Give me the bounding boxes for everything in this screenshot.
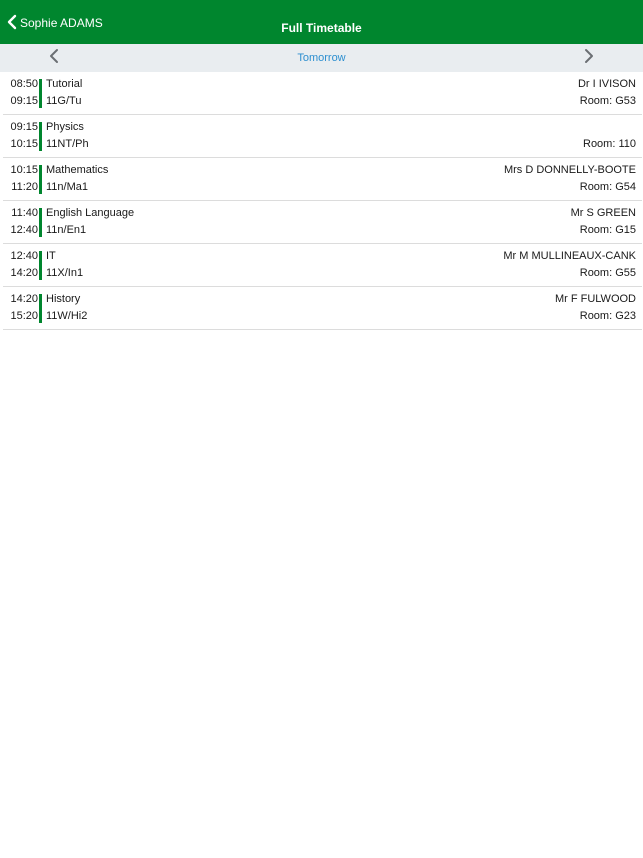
navigation-bar <box>0 0 643 44</box>
lesson-group: 11W/Hi2 <box>46 310 88 322</box>
lesson-start-time: 14:20 <box>10 293 38 305</box>
timetable-list <box>0 72 643 330</box>
lesson-subject: Physics <box>46 121 84 133</box>
lesson-row[interactable] <box>3 244 642 287</box>
lesson-group: 11NT/Ph <box>46 138 89 150</box>
lesson-teacher: Mr M MULLINEAUX-CANK <box>503 250 636 262</box>
lesson-end-time: 10:15 <box>10 138 38 150</box>
lesson-teacher: Mr F FULWOOD <box>554 293 636 305</box>
lesson-color-bar <box>39 122 42 151</box>
lesson-room: Room: G23 <box>579 310 636 322</box>
back-button[interactable] <box>6 0 103 44</box>
lesson-end-time: 09:15 <box>10 95 38 107</box>
date-navigation-bar <box>0 44 643 72</box>
lesson-end-time: 12:40 <box>10 224 38 236</box>
lesson-row[interactable] <box>3 287 642 330</box>
lesson-group: 11n/En1 <box>46 224 87 236</box>
lesson-start-time: 12:40 <box>10 250 38 262</box>
lesson-subject: English Language <box>46 207 135 219</box>
lesson-end-time: 15:20 <box>10 310 38 322</box>
lesson-end-time: 14:20 <box>10 267 38 279</box>
lesson-group: 11G/Tu <box>46 95 82 107</box>
lesson-start-time: 11:40 <box>11 207 38 219</box>
lesson-teacher: Mr S GREEN <box>570 207 636 219</box>
lesson-room: Room: G54 <box>579 181 636 193</box>
chevron-left-icon <box>48 48 60 69</box>
lesson-subject: IT <box>46 250 56 262</box>
lesson-room: Room: G55 <box>579 267 636 279</box>
lesson-teacher: Dr I IVISON <box>577 78 636 90</box>
lesson-color-bar <box>39 294 42 323</box>
lesson-group: 11X/In1 <box>46 267 84 279</box>
lesson-color-bar <box>39 165 42 194</box>
lesson-start-time: 10:15 <box>10 164 38 176</box>
lesson-group: 11n/Ma1 <box>46 181 88 193</box>
previous-day-button[interactable] <box>40 44 68 72</box>
lesson-row[interactable] <box>3 72 642 115</box>
back-button-label: Sophie ADAMS <box>20 15 103 30</box>
chevron-left-icon <box>6 14 18 30</box>
lesson-teacher: Mrs D DONNELLY-BOOTE <box>503 164 636 176</box>
lesson-start-time: 08:50 <box>10 78 38 90</box>
lesson-room: Room: G53 <box>579 95 636 107</box>
lesson-start-time: 09:15 <box>10 121 38 133</box>
lesson-end-time: 11:20 <box>11 181 38 193</box>
lesson-color-bar <box>39 79 42 108</box>
lesson-subject: Tutorial <box>46 78 83 90</box>
lesson-row[interactable] <box>3 158 642 201</box>
lesson-room: Room: G15 <box>579 224 636 236</box>
lesson-room: Room: 110 <box>583 138 636 150</box>
lesson-color-bar <box>39 251 42 280</box>
lesson-row[interactable] <box>3 201 642 244</box>
lesson-row[interactable] <box>3 115 642 158</box>
page-title: Full Timetable <box>281 21 362 35</box>
chevron-right-icon <box>583 48 595 69</box>
next-day-button[interactable] <box>575 44 603 72</box>
selected-day-label[interactable]: Tomorrow <box>297 52 346 64</box>
lesson-subject: Mathematics <box>46 164 109 176</box>
lesson-color-bar <box>39 208 42 237</box>
lesson-subject: History <box>46 293 81 305</box>
